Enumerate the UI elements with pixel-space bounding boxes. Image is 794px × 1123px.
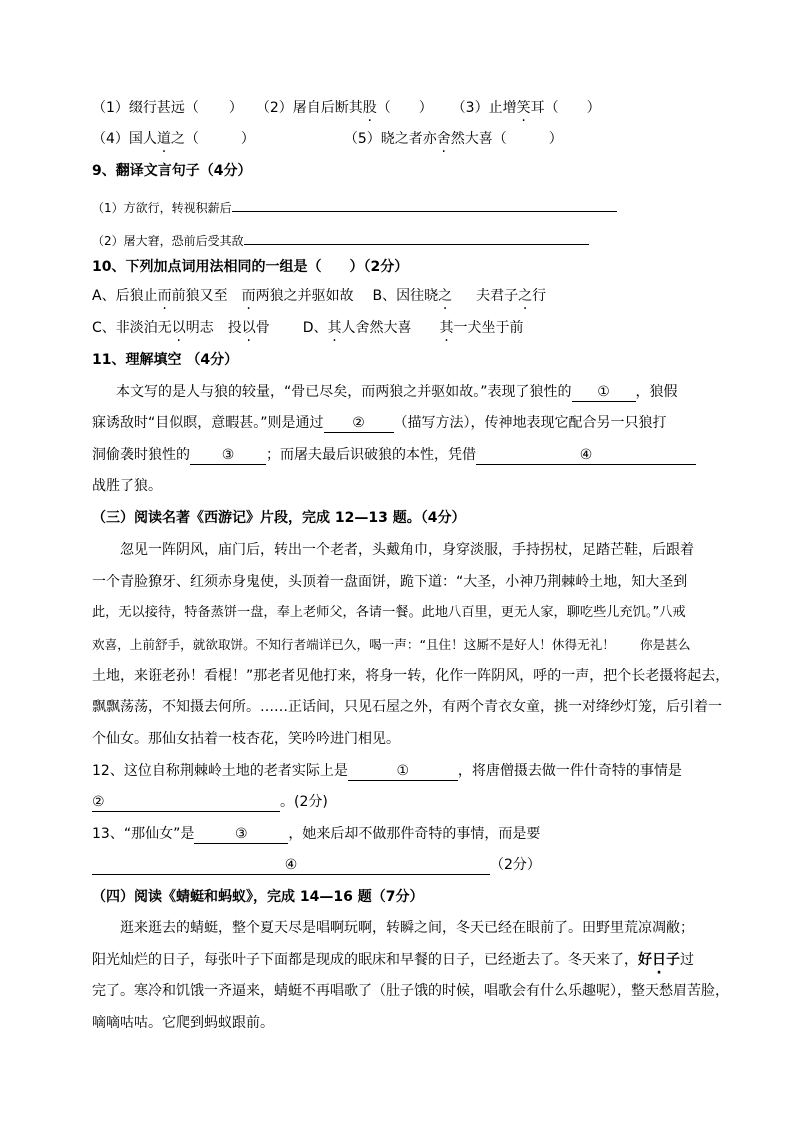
q10-option-a: A、后狼止而前狼又至 而两狼之并驱如故 [92,288,354,304]
q11-line-1: 本文写的是人与狼的较量，“骨已尽矣，而两狼之并驱如故。”表现了狼性的 ① ，狼假 [116,384,678,400]
q13-blank-3[interactable]: ③ [194,826,288,844]
q10-option-c: C、非淡泊无以明志 投以骨 [92,320,270,336]
q11-line-3: 洞偷袭时狼性的 ③ ；而屠夫最后识破狼的本性，凭借 ④ [92,445,696,465]
q12-line-2: ② 。(2分) [92,794,328,810]
section-3-title: （三）阅读名著《西游记》片段，完成 12—13 题。（4分） [92,510,466,526]
q10-options-ab [92,286,546,306]
section-3-para-line: 飘飘荡荡，不知摄去何所。……正话间，只见石屋之外，有两个青衣女童，挑一对绛纱灯笼，后引着一 [92,699,722,715]
section-3-para-line: 此，无以接待，特备蒸饼一盘，奉上老师父，各请一餐。此地八百里，更无人家，聊吃些儿充饥。”八戒 [92,605,686,620]
section-4-para-line: 嘀嘀咕咕。它爬到蚂蚁跟前。 [92,1015,274,1031]
q11-blank-4[interactable]: ④ [476,447,696,465]
q9-answer-line-1[interactable] [232,194,617,212]
q12-blank-2[interactable]: ② [92,794,280,812]
section-4-para-line: 完了。寒冷和饥饿一齐逼来，蜻蜓不再唱歌了（肚子饿的时候，唱歌会有什么乐趣呢），整天愁眉苦脸， [92,983,729,999]
q10-option-d: D、其人舍然大喜 其一犬坐于前 [302,320,524,336]
q8-row-1 [92,98,601,118]
q11-line-2: 寐诱敌时“目似瞑，意暇甚。”则是通过 ② （描写方法），传神地表现它配合另一只狼打 [92,415,667,431]
q8-item-5: （5）晓之者亦舍然大喜（ ） [343,131,563,147]
section-4-para-line: 逛来逛去的蜻蜓，整个夏天尽是唱啊玩啊，转瞬之间，冬天已经在眼前了。田野里荒凉凋敝； [120,920,694,936]
q13-blank-4[interactable]: ④ [92,857,490,875]
q10-title: 10、下列加点词用法相同的一组是（ ）（2分） [92,259,409,275]
q9-title: 9、翻译文言句子（4分） [92,163,252,179]
q8-item-1: （1）缀行甚远（ ） [92,100,243,116]
dotted-phrase: 好日子 [638,952,680,968]
q11-blank-2[interactable]: ② [324,415,394,433]
q8-row-2 [92,129,563,149]
section-3-para-line: 一个青脸獠牙、红须赤身鬼使，头顶着一盘面饼，跪下道：“大圣，小神乃荆棘岭土地，知大圣到 [92,574,688,590]
section-3-para-line: 个仙女。那仙女拈着一枝杏花，笑吟吟进门相见。 [92,731,400,747]
section-3-para-line: 忽见一阵阴风，庙门后，转出一个老者，头戴角巾，身穿淡服，手持拐杖，足踏芒鞋，后跟着 [120,542,694,558]
q9-sentence-2: （2）屠大窘，恐前后受其敌 [92,227,589,251]
q10-options-cd [92,318,523,338]
q12-blank-1[interactable]: ① [348,763,458,781]
q13-line-1: 13、“那仙女”是 ③ ，她来后却不做那件奇特的事情，而是要 [92,826,541,842]
q8-item-3: （3）止增笑耳（ ） [451,100,601,116]
q8-item-2: （2）屠自后断其股（ ） [255,100,433,116]
q9-answer-line-2[interactable] [244,227,589,245]
q11-blank-3[interactable]: ③ [190,447,266,465]
section-3-para-line: 欢喜，上前舒手，就欲取饼。不知行者端详已久，喝一声：“且住！这厮不是好人！休得无礼！ 你是甚么 [92,637,691,652]
q9-sentence-1: （1）方欲行，转视积薪后 [92,194,617,218]
q10-option-b: B、因往晓之 夫君子之行 [372,288,547,304]
q8-item-4: （4）国人道之（ ） [92,131,255,147]
q11-line-4: 战胜了狼。 [92,478,162,494]
q11-blank-1[interactable]: ① [572,384,636,402]
section-3-para-line: 土地，来诳老孙！看棍！”那老者见他打来，将身一转，化作一阵阴风，呼的一声，把个长老摄将起去， [92,668,730,684]
q12-line-1: 12、这位自称荆棘岭土地的老者实际上是 ① ，将唐僧摄去做一件什奇特的事情是 [92,763,682,779]
q11-title: 11、理解填空 （4分） [92,352,239,368]
section-4-para-line: 阳光灿烂的日子，每张叶子下面都是现成的眠床和早餐的日子，已经逝去了。冬天来了，好日子过 [92,952,694,968]
q13-line-2: ④ （2分） [92,855,541,875]
section-4-title: （四）阅读《蜻蜓和蚂蚁》，完成 14—16 题（7分） [92,889,424,905]
